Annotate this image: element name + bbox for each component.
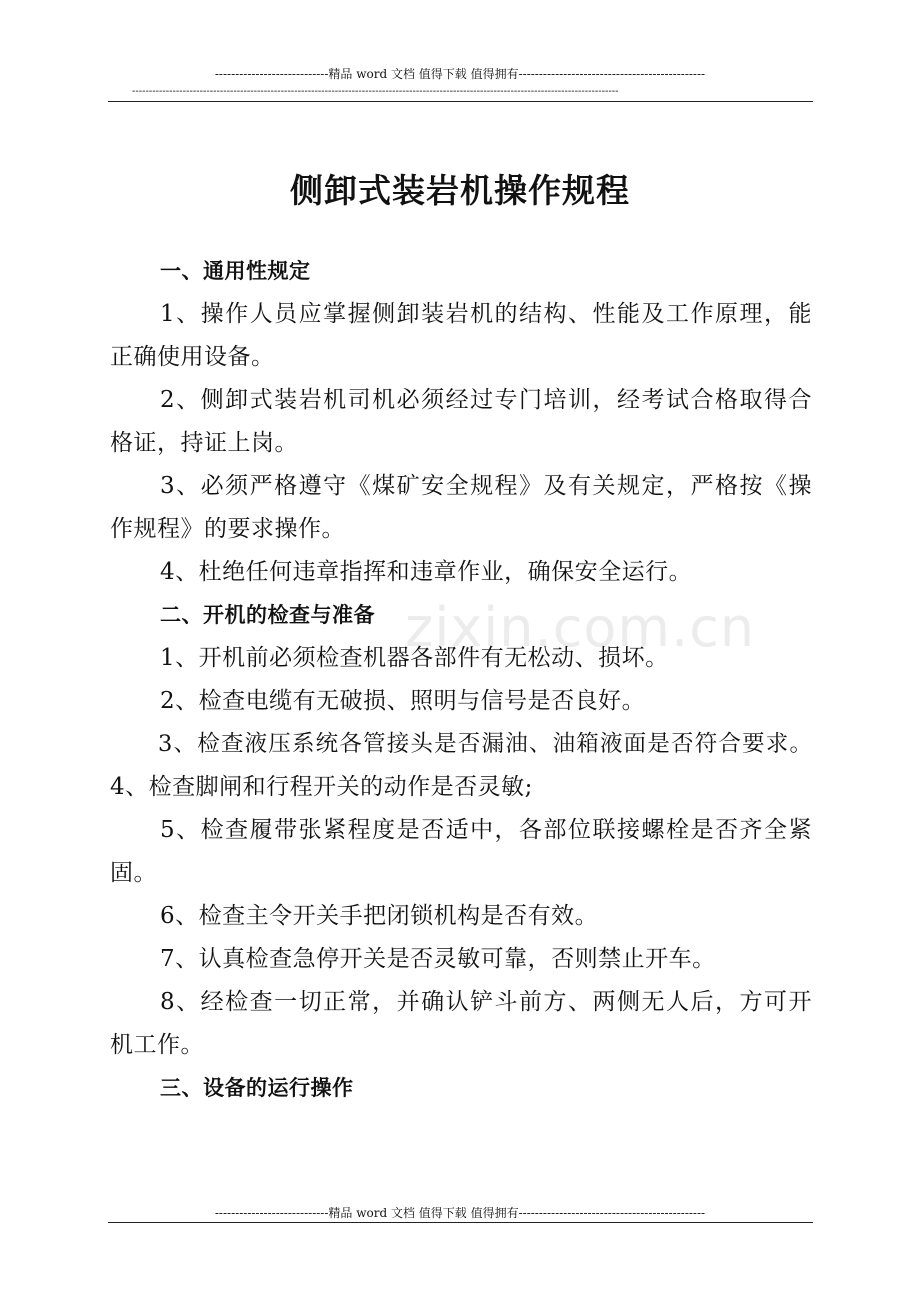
paragraph-line: 5、检查履带张紧程度是否适中，各部位联接螺栓是否齐全紧 xyxy=(160,817,812,843)
paragraph-line: 6、检查主令开关手把闭锁机构是否有效。 xyxy=(160,903,599,929)
paragraph-line: 1、开机前必须检查机器各部件有无松动、损坏。 xyxy=(160,645,669,671)
footer-banner: ----------------------------精品 word 文档 值得下载 值得拥有---------------------------------------------- xyxy=(214,1206,706,1220)
document-body xyxy=(110,250,812,1110)
paragraph-line: 2、侧卸式装岩机司机必须经过专门培训，经考试合格取得合 xyxy=(160,387,812,413)
paragraph-line: 正确使用设备。 xyxy=(110,344,275,370)
paragraph-line: 2、检查电缆有无破损、照明与信号是否良好。 xyxy=(160,688,646,714)
paragraph-line: 1、操作人员应掌握侧卸装岩机的结构、性能及工作原理，能 xyxy=(160,301,812,327)
document-title: 侧卸式装岩机操作规程 xyxy=(290,171,630,210)
paragraph-line: 3、检查液压系统各管接头是否漏油、油箱液面是否符合要求。 xyxy=(158,731,812,757)
footer-rule xyxy=(108,1222,813,1223)
section-heading-operation: 三、设备的运行操作 xyxy=(160,1076,354,1100)
paragraph-line: 8、经检查一切正常，并确认铲斗前方、两侧无人后，方可开 xyxy=(160,989,812,1015)
section-heading-general: 一、通用性规定 xyxy=(160,259,311,283)
paragraph-line: 格证，持证上岗。 xyxy=(110,430,298,456)
paragraph-line: 3、必须严格遵守《煤矿安全规程》及有关规定，严格按《操 xyxy=(160,473,812,499)
paragraph-line: 7、认真检查急停开关是否灵敏可靠，否则禁止开车。 xyxy=(160,946,716,972)
section-heading-startup-check: 二、开机的检查与准备 xyxy=(160,603,375,627)
header-banner: ----------------------------精品 word 文档 值得下载 值得拥有---------------------------------------------- xyxy=(214,67,706,81)
paragraph-line: 固。 xyxy=(110,860,157,886)
header-rule xyxy=(108,101,813,102)
paragraph-line: 机工作。 xyxy=(110,1032,204,1058)
paragraph-line: 4、杜绝任何违章指挥和违章作业，确保安全运行。 xyxy=(160,559,693,585)
paragraph-line: 4、检查脚闸和行程开关的动作是否灵敏; xyxy=(110,774,533,800)
watermark: zixin.com.cn xyxy=(405,596,756,659)
paragraph-line: 作规程》的要求操作。 xyxy=(110,516,345,542)
header-dash-line: ------------------------------------------------------------------------------------------------------------------------------------------------ xyxy=(132,86,619,97)
